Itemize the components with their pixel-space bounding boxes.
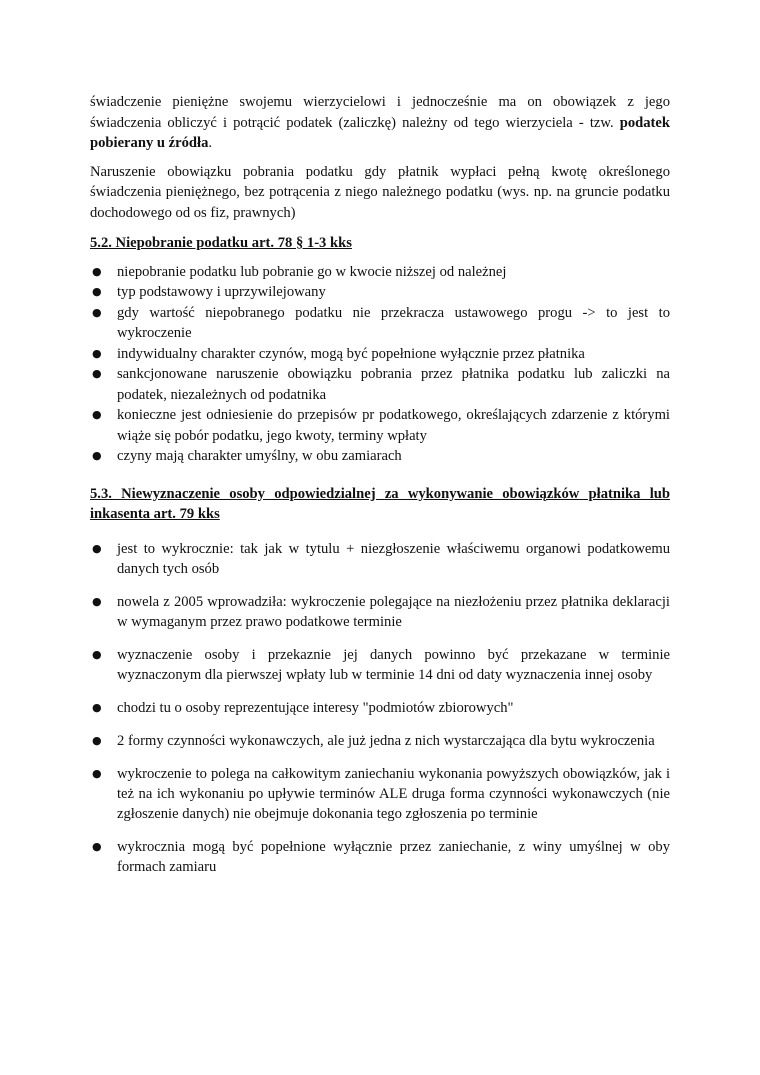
list-item [90,282,670,303]
list-item [90,645,670,685]
list-item-text: indywidualny charakter czynów, mogą być popełnione wyłącznie przez płatnika [117,345,585,362]
bullet-icon: ● [92,733,102,747]
bullet-icon: ● [92,766,102,780]
list-item [90,344,670,365]
section-5-3-list [90,539,670,877]
intro-paragraph-1-end: . [208,135,213,151]
list-item-text: nowela z 2005 wprowadziła: wykroczenie polegające na niezłożeniu przez płatnika deklaracji w wymaganym przez prawo podatkowe terminie [117,593,670,630]
intro-paragraph-1-bold: podatek pobierany u źródła [90,114,670,151]
list-item-text: wykrocznia mogą być popełnione wyłącznie przez zaniechanie, z winy umyślnej w oby formach zamiaru [117,838,670,875]
bullet-icon: ● [92,647,102,661]
list-item [90,698,670,718]
list-item-text: wyznaczenie osoby i przekaznie jej danych powinno być przekazane w terminie wyznaczonym dla pierwszej wpłaty lub w terminie 14 dni od daty wyznaczenia innej osoby [117,646,670,683]
list-item [90,364,670,405]
bullet-icon: ● [92,408,102,421]
list-item-text: niepobranie podatku lub pobranie go w kwocie niższej od należnej [117,263,507,280]
list-item-text: chodzi tu o osoby reprezentujące interesy "podmiotów zbiorowych" [117,699,514,716]
list-item-text: 2 formy czynności wykonawczych, ale już jedna z nich wystarczająca dla bytu wykroczenia [117,732,655,749]
section-5-3-heading: 5.3. Niewyznaczenie osoby odpowiedzialnej za wykonywanie obowiązków płatnika lub inkasenta art. 79 kks [90,485,670,522]
list-item [90,837,670,877]
bullet-icon: ● [92,285,102,298]
bullet-icon: ● [92,594,102,608]
bullet-icon: ● [92,449,102,462]
section-5-2-list [90,262,670,467]
list-item-text: konieczne jest odniesienie do przepisów pr podatkowego, określających zdarzenie z którymi wiąże się pobór podatku, jego kwoty, terminy wpłaty [117,407,670,444]
list-item-text: gdy wartość niepobranego podatku nie przekracza ustawowego progu -> to jest to wykroczenie [117,304,670,341]
intro-paragraph-1-text: świadczenie pieniężne swojemu wierzycielowi i jednocześnie ma on obowiązek z jego świadczenia obliczyć i potrącić podatek (zaliczkę) należny od tego wierzyciela - tzw. [90,94,670,131]
list-item-text: czyny mają charakter umyślny, w obu zamiarach [117,448,402,464]
list-item [90,592,670,632]
bullet-icon: ● [92,541,102,555]
list-item [90,446,670,467]
bullet-icon: ● [92,700,102,714]
bullet-icon: ● [92,346,102,360]
list-item [90,539,670,579]
list-item [90,764,670,824]
bullet-icon: ● [92,305,102,319]
bullet-icon: ● [92,367,102,380]
list-item-text: wykroczenie to polega na całkowitym zaniechaniu wykonania powyższych obowiązków, jak i też na ich wykonaniu po upływie terminów ALE druga forma czynności wykonawczych (nie zgłoszenie danych) nie obejmuje dokonania tego zgłoszenia po terminie [117,765,670,822]
page-content [90,92,670,890]
list-item [90,303,670,344]
list-item-text: jest to wykrocznie: tak jak w tytulu + niezgłoszenie właściwemu organowi podatkowemu danych tych osób [117,540,670,577]
list-item-text: sankcjonowane naruszenie obowiązku pobrania przez płatnika podatku lub zaliczki na podatek, niezależnych od podatnika [117,366,670,403]
bullet-icon: ● [92,839,102,853]
list-item-text: typ podstawowy i uprzywilejowany [117,284,326,300]
list-item [90,731,670,751]
section-5-2-heading: 5.2. Niepobranie podatku art. 78 § 1-3 kks [90,235,352,251]
intro-paragraph-2: Naruszenie obowiązku pobrania podatku gdy płatnik wypłaci pełną kwotę określonego świadczenia pieniężnego, bez potrącenia z niego należnego podatku (wys. np. na gruncie podatku dochodowego od os fiz, prawnych) [90,163,670,221]
bullet-icon: ● [92,264,102,278]
list-item [90,262,670,283]
list-item [90,405,670,446]
intro-paragraph-1 [90,92,670,154]
